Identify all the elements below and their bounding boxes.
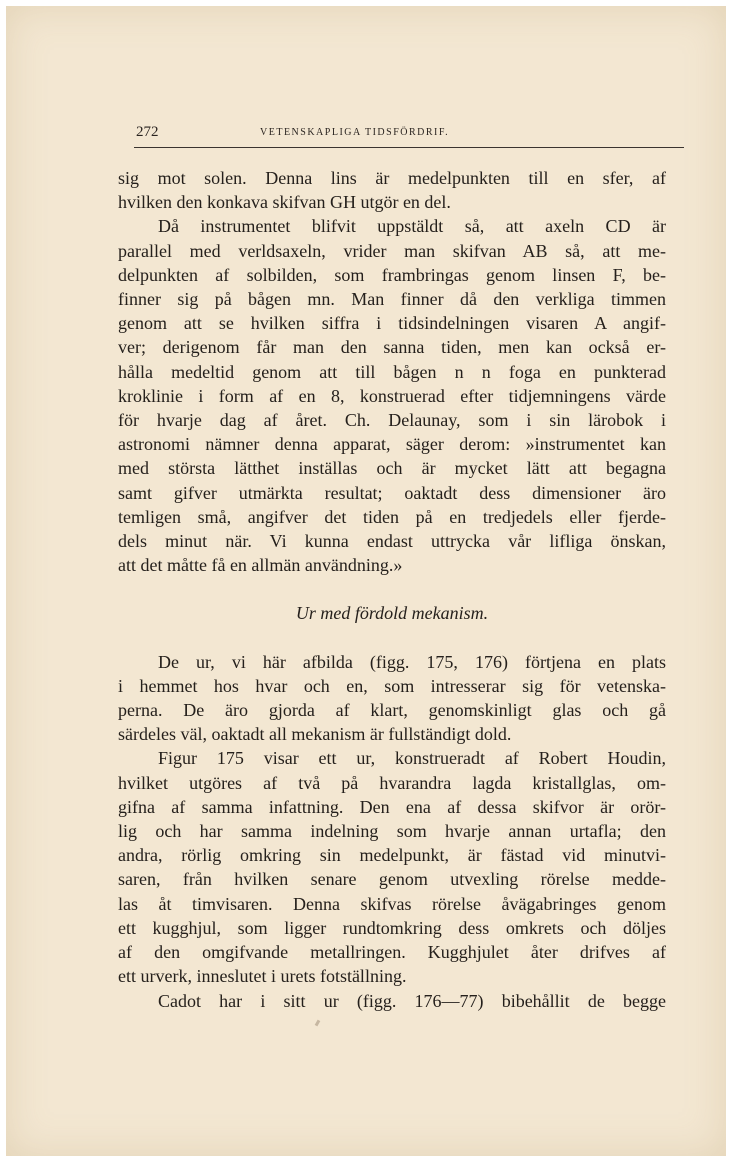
text-line: med största lätthet inställas och är mycket lätt att begagna <box>118 458 666 479</box>
text-line: ver; derigenom får man den sanna tiden, men kan också er- <box>118 337 666 358</box>
running-head: VETENSKAPLIGA TIDSFÖRDRIF. <box>260 127 450 138</box>
text-line: temligen små, angifver det tiden på en tredjedels eller fjerde- <box>118 506 666 527</box>
text-line: las åt timvisaren. Denna skifvas rörelse åvägabringes genom <box>118 893 666 914</box>
text-line: ett urverk, inneslutet i urets fotställning. <box>118 966 407 987</box>
text-line: astronomi nämner denna apparat, säger derom: »instrumentet kan <box>118 434 666 455</box>
paragraph-4 <box>118 746 666 988</box>
text-line: ett kugghjul, som ligger rundtomkring dess omkrets och döljes <box>118 917 666 938</box>
text-line: hvilken den konkava skifvan GH utgör en del. <box>118 192 451 213</box>
section-heading: Ur med fördold mekanism. <box>295 603 489 624</box>
text-line: samt gifver utmärkta resultat; oaktadt dess dimensioner äro <box>118 482 666 503</box>
text-line: att det måtte få en allmän användning.» <box>118 555 403 576</box>
text-line: i hemmet hos hvar och en, som intresserar sig för vetenska- <box>118 675 666 696</box>
text-line: genom att se hvilken siffra i tidsindelningen visaren A angif- <box>118 313 666 334</box>
text-line: för hvarje dag af året. Ch. Delaunay, som i sin lärobok i <box>118 410 666 431</box>
text-line: saren, från hvilken senare genom utvexling rörelse medde- <box>118 869 666 890</box>
header-rule <box>134 147 684 148</box>
paragraph-5 <box>118 989 666 1013</box>
paragraph-3 <box>118 650 666 747</box>
text-line: delpunkten af solbilden, som frambringas genom linsen F, be- <box>118 264 666 285</box>
text-line: Cadot har i sitt ur (figg. 176—77) bibehållit de begge <box>158 990 666 1011</box>
text-line: hvilket utgöres af två på hvarandra lagda kristallglas, om- <box>118 772 666 793</box>
text-line: af den omgifvande metallringen. Kugghjulet åter drifves af <box>118 942 666 963</box>
page-header <box>130 124 690 144</box>
body-text <box>118 166 666 1013</box>
text-line: sig mot solen. Denna lins är medelpunkten till en sfer, af <box>118 168 666 188</box>
text-line: parallel med verldsaxeln, vrider man skifvan AB så, att me- <box>118 240 666 261</box>
text-line: andra, rörlig omkring sin medelpunkt, är fästad vid minutvi- <box>118 845 666 866</box>
text-line: Då instrumentet blifvit uppstäldt så, att axeln CD är <box>158 216 666 237</box>
paragraph-1 <box>118 166 666 214</box>
text-line: hålla medeltid genom att till bågen n n foga en punkterad <box>118 361 666 382</box>
text-line: Figur 175 visar ett ur, konstrueradt af Robert Houdin, <box>158 748 666 769</box>
text-line: särdeles väl, oaktadt all mekanism är fullständigt dold. <box>118 724 512 745</box>
paragraph-2 <box>118 214 666 577</box>
text-line: kroklinie i form af en 8, konstruerad efter tidjemningens värde <box>118 385 666 406</box>
text-line: perna. De äro gjorda af klart, genomskinligt glas och gå <box>118 700 666 721</box>
text-line: dels minut när. Vi kunna endast uttrycka vår lifliga önskan, <box>118 531 666 552</box>
text-line: lig och har samma indelning som hvarje annan urtafla; den <box>118 821 666 842</box>
text-line: gifna af samma infattning. Den ena af dessa skifvor är orör- <box>118 796 666 817</box>
text-line: finner sig på bågen mn. Man finner då den verkliga timmen <box>118 289 666 310</box>
text-line: De ur, vi här afbilda (figg. 175, 176) förtjena en plats <box>158 651 666 672</box>
page-number: 272 <box>136 124 159 140</box>
